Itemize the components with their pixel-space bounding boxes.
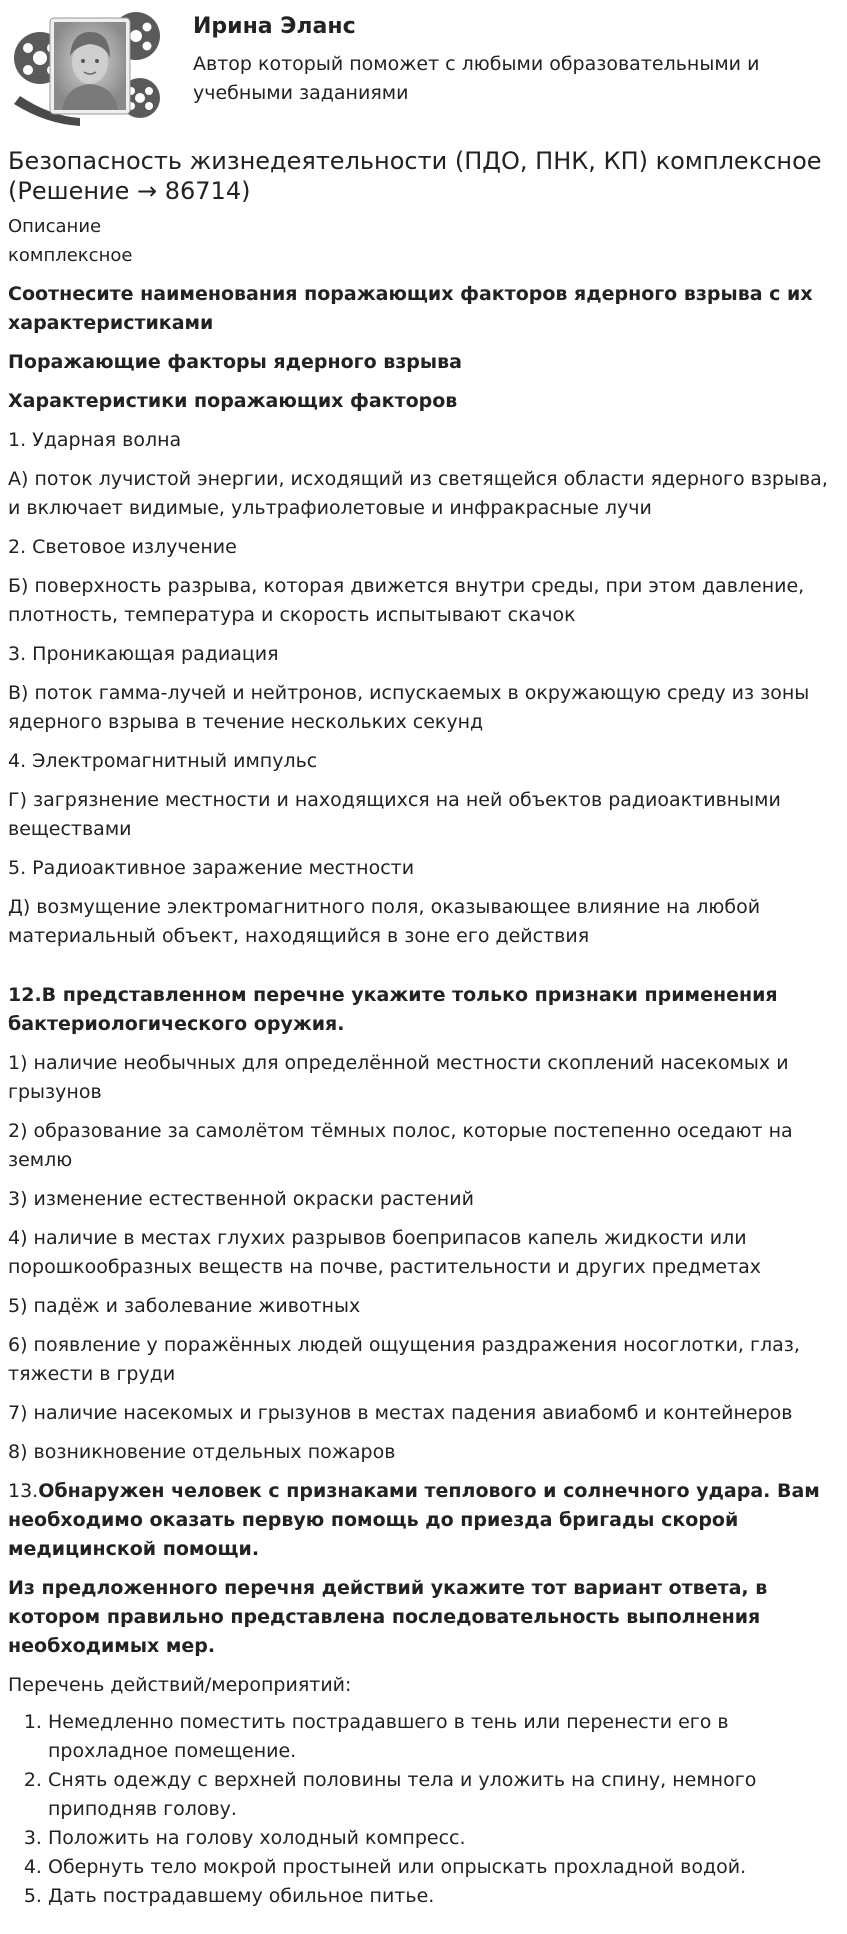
q12-option: 3) изменение естественной окраски растений (8, 1188, 474, 1210)
q11-item: А) поток лучистой энергии, исходящий из светящейся области ядерного взрыва, и включает видимые, ультрафиолетовые и инфракрасные лучи (8, 468, 828, 519)
q13-subheading: Из предложенного перечня действий укажите тот вариант ответа, в котором правильно представлена последовательность выполнения необходимых мер. (8, 1577, 768, 1657)
q13-step: 3. Положить на голову холодный компресс. (48, 1824, 839, 1853)
q11-col2-heading: Характеристики поражающих факторов (8, 390, 458, 412)
q11-item: Д) возмущение электромагнитного поля, оказывающее влияние на любой материальный объект, находящийся в зоне его действия (8, 896, 761, 947)
q12-option: 8) возникновение отдельных пожаров (8, 1441, 396, 1463)
q11-col1-heading: Поражающие факторы ядерного взрыва (8, 351, 462, 373)
q13-step: 1. Немедленно поместить пострадавшего в тень или перенести его в прохладное помещение. (48, 1708, 839, 1766)
q13-heading-block (8, 1477, 839, 1564)
q13-list-label: Перечень действий/мероприятий: (8, 1674, 352, 1696)
q13-step: 4. Обернуть тело мокрой простыней или опрыскать прохладной водой. (48, 1853, 839, 1882)
description-label: Описание (8, 216, 102, 237)
author-name[interactable]: Ирина Эланс (193, 14, 356, 39)
avatar-image (10, 6, 166, 126)
q11-item: 3. Проникающая радиация (8, 643, 279, 665)
author-description: Автор который поможет с любыми образовательными и учебными заданиями (193, 53, 760, 104)
q11-heading: Соотнесите наименования поражающих факторов ядерного взрыва с их характеристиками (8, 283, 813, 334)
q11-item: В) поток гамма-лучей и нейтронов, испускаемых в окружающую среду из зоны ядерного взрыва в течение нескольких секунд (8, 682, 810, 733)
q12-option: 5) падёж и заболевание животных (8, 1295, 361, 1317)
q13-step: 2. Снять одежду с верхней половины тела и уложить на спину, немного приподняв голову. (48, 1766, 839, 1824)
q12-heading: 12.В представленном перечне укажите только признаки применения бактериологического оружия. (8, 984, 778, 1035)
q12-option: 1) наличие необычных для определённой местности скоплений насекомых и грызунов (8, 1052, 789, 1103)
q11-item: Б) поверхность разрыва, которая движется внутри среды, при этом давление, плотность, температура и скорость испытывают скачок (8, 575, 805, 626)
page (0, 4, 847, 1911)
q12-option: 7) наличие насекомых и грызунов в местах падения авиабомб и контейнеров (8, 1402, 793, 1424)
q12-option: 4) наличие в местах глухих разрывов боеприпасов капель жидкости или порошкообразных веществ на почве, растительности и других предметах (8, 1227, 761, 1278)
q11-item: Г) загрязнение местности и находящихся на ней объектов радиоактивными веществами (8, 789, 781, 840)
author-card (8, 4, 839, 124)
q13-heading: Обнаружен человек с признаками теплового и солнечного удара. Вам необходимо оказать первую помощь до приезда бригады скорой медицинской помощи. (8, 1480, 820, 1560)
page-title: Безопасность жизнедеятельности (ПДО, ПНК, КП) комплексное (Решение → 86714) (8, 147, 822, 205)
q11-item: 1. Ударная волна (8, 429, 182, 451)
author-avatar[interactable] (10, 6, 166, 126)
q11-item: 4. Электромагнитный импульс (8, 750, 318, 772)
q12-option: 6) появление у поражённых людей ощущения раздражения носоглотки, глаз, тяжести в груди (8, 1334, 800, 1385)
description-value: комплексное (8, 245, 133, 266)
q13-steps-list (8, 1708, 839, 1911)
q12-option: 2) образование за самолётом тёмных полос, которые постепенно оседают на землю (8, 1120, 793, 1171)
q11-item: 5. Радиоактивное заражение местности (8, 857, 415, 879)
q11-item: 2. Световое излучение (8, 536, 237, 558)
q13-number: 13. (8, 1480, 39, 1502)
q13-step: 5. Дать пострадавшему обильное питье. (48, 1882, 839, 1911)
